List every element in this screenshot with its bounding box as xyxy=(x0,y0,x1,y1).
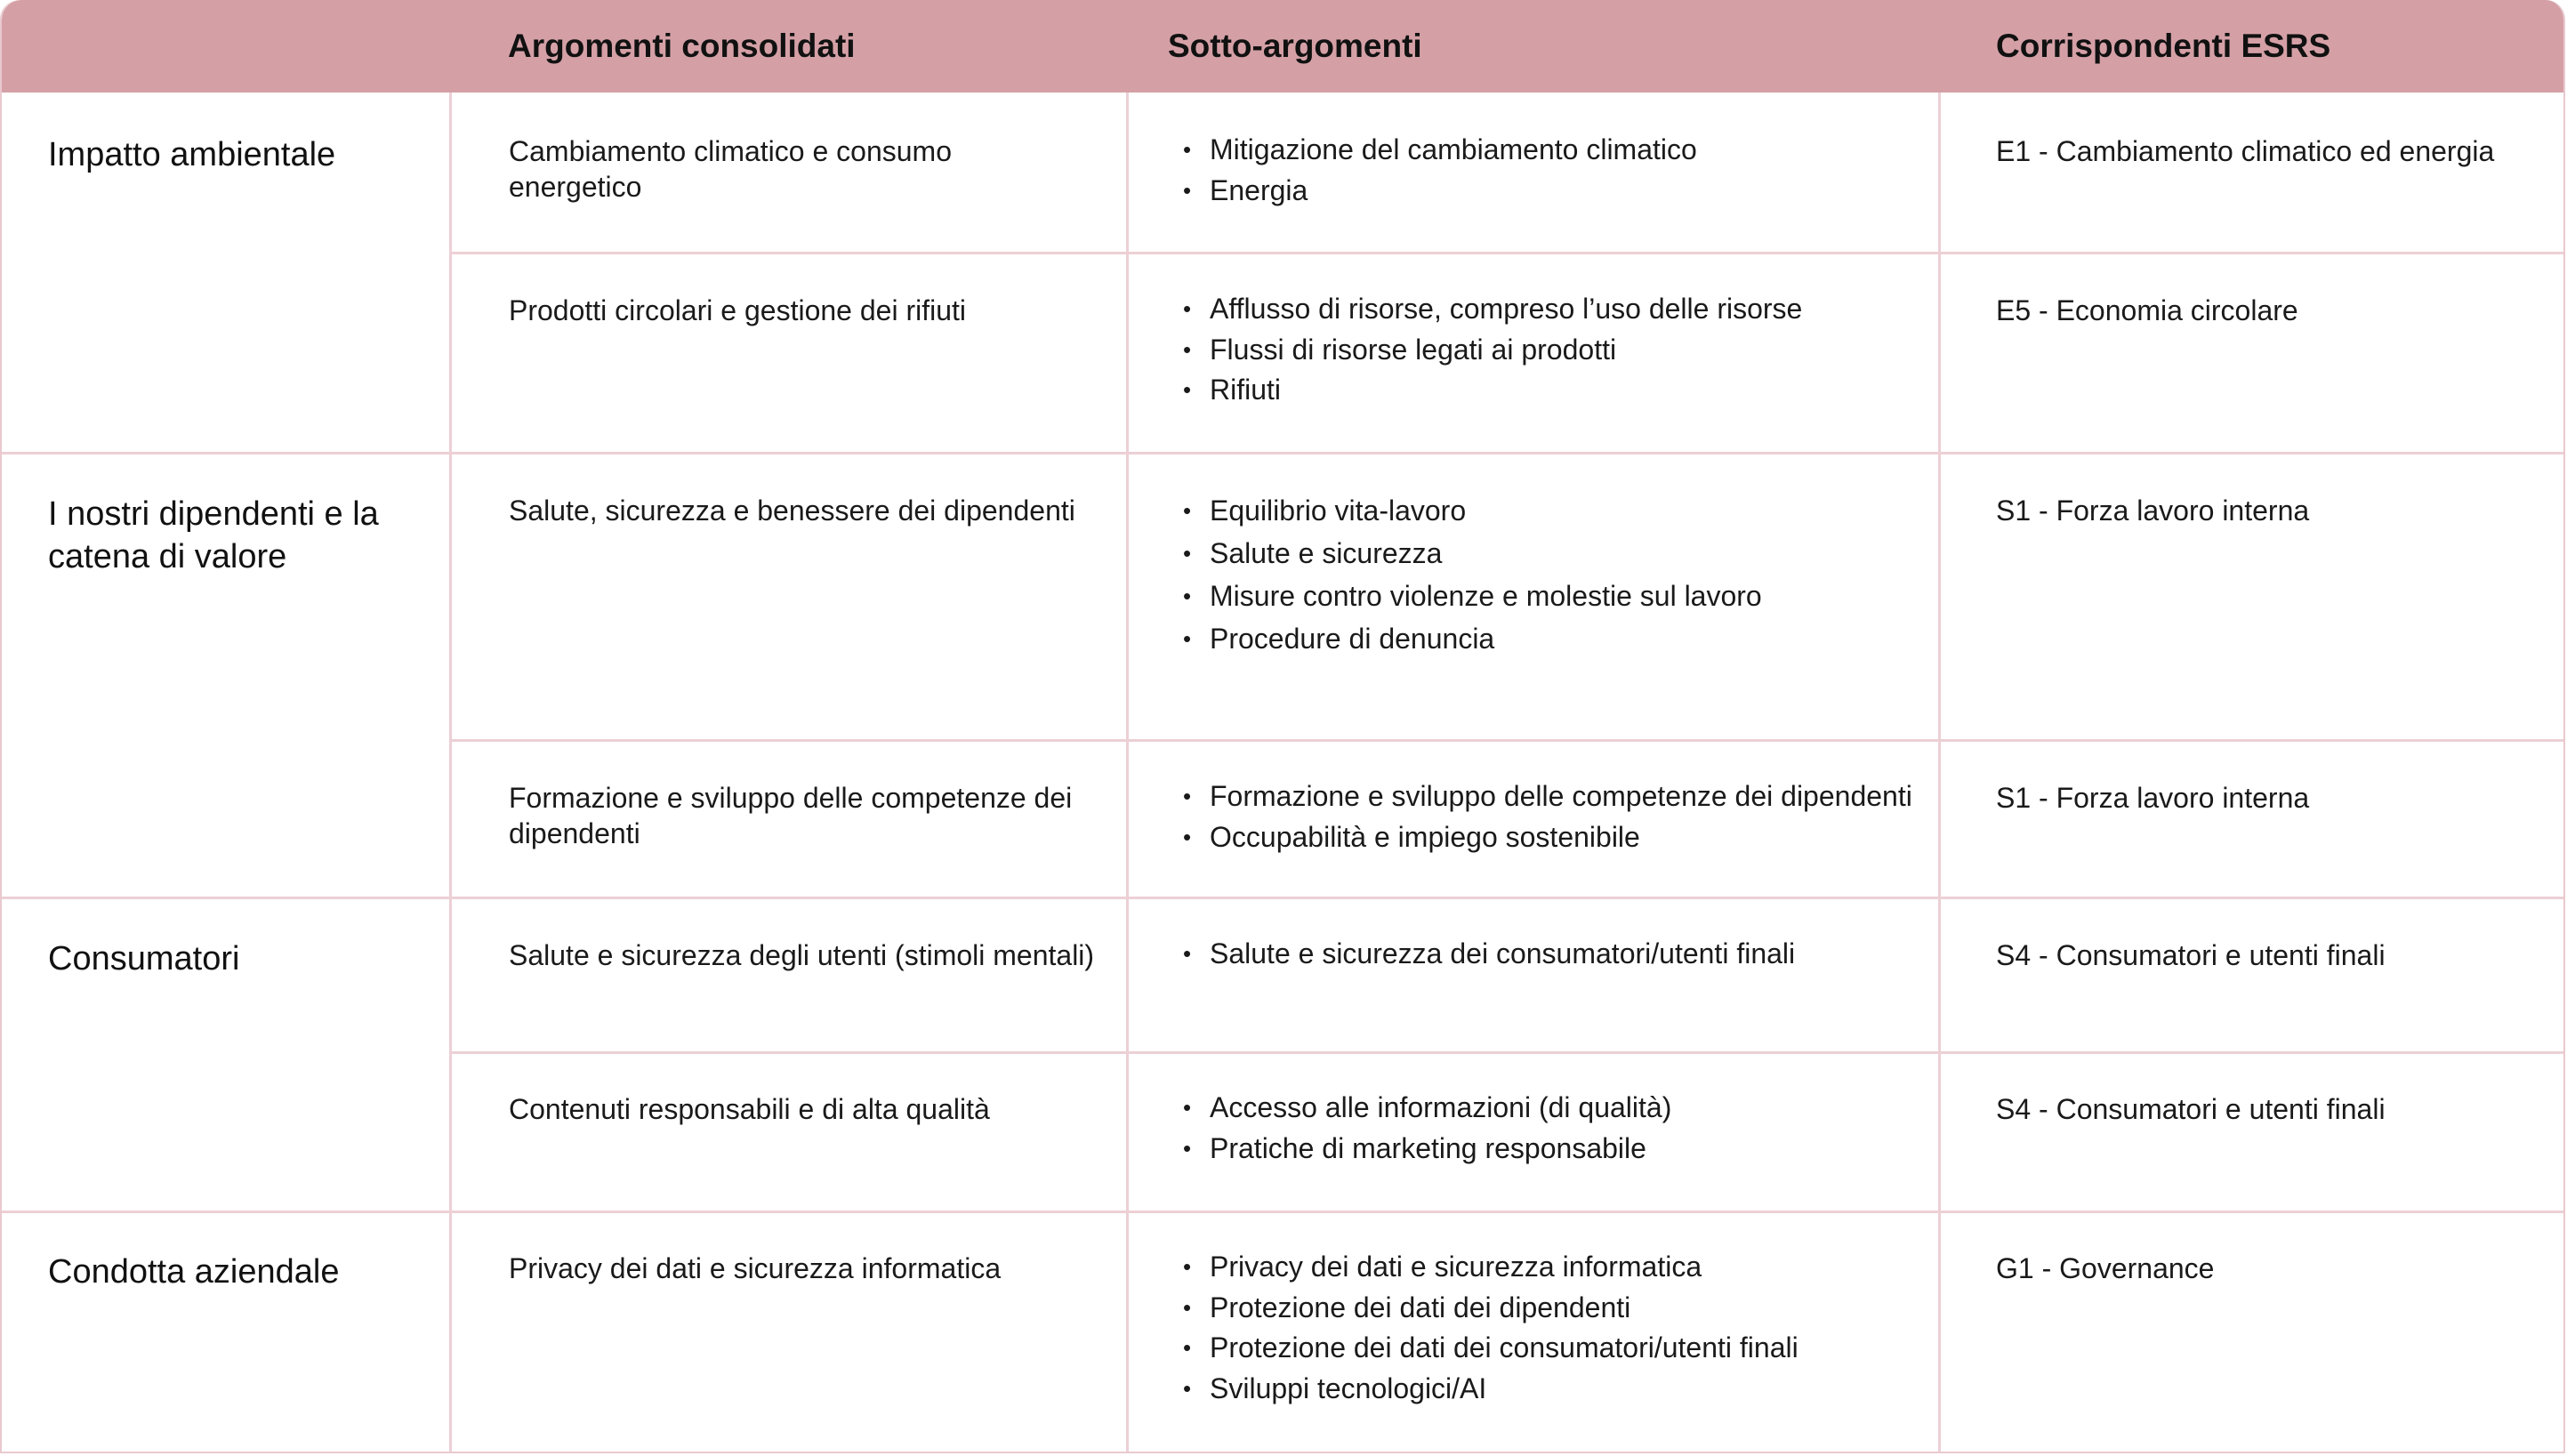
subtopic-item: • Sviluppi tecnologici/AI xyxy=(1183,1369,1948,1410)
subtopic-item: • Occupabilità e impiego sostenibile xyxy=(1183,817,1948,858)
subtopic-item: • Flussi di risorse legati ai prodotti xyxy=(1183,330,1948,371)
topic-employee-health-safety: Salute, sicurezza e benessere dei dipendenti xyxy=(509,495,1075,527)
subtopic-item: • Misure contro violenze e molestie sul lavoro xyxy=(1183,575,1948,617)
topic-climate-energy: Cambiamento climatico e consumo energetico xyxy=(509,135,952,203)
subtopics-list xyxy=(1183,1247,1948,1409)
subtopic-item: • Equilibrio vita-lavoro xyxy=(1183,489,1948,532)
topic-employee-training: Formazione e sviluppo delle competenze dei dipendenti xyxy=(509,782,1073,849)
subtopic-item: • Mitigazione del cambiamento climatico xyxy=(1183,130,1948,171)
subtopic-item: • Pratiche di marketing responsabile xyxy=(1183,1129,1948,1170)
category-consumers: Consumatori xyxy=(48,940,240,977)
subtopics-list xyxy=(1183,776,1948,857)
esrs-e5: E5 - Economia circolare xyxy=(1996,294,2298,326)
esrs-s1: S1 - Forza lavoro interna xyxy=(1996,782,2310,814)
row-divider xyxy=(451,252,2565,254)
column-divider xyxy=(449,93,452,1453)
subtopics-list xyxy=(1183,289,1948,411)
subtopics-list xyxy=(1183,489,1948,660)
esrs-e1: E1 - Cambiamento climatico ed energia xyxy=(1996,135,2495,167)
category-business-conduct: Condotta aziendale xyxy=(48,1253,340,1291)
row-divider xyxy=(451,739,2565,742)
subtopic-item: • Afflusso di risorse, compreso l’uso delle risorse xyxy=(1183,289,1948,330)
esrs-g1: G1 - Governance xyxy=(1996,1252,2215,1284)
subtopic-item: • Salute e sicurezza xyxy=(1183,532,1948,575)
subtopic-item: • Accesso alle informazioni (di qualità) xyxy=(1183,1088,1948,1129)
subtopics-list xyxy=(1183,1088,1948,1169)
category-environmental-impact: Impatto ambientale xyxy=(48,136,336,173)
subtopic-item: • Formazione e sviluppo delle competenze dei dipendenti xyxy=(1183,776,1948,817)
group-divider xyxy=(2,897,2565,899)
esrs-s1: S1 - Forza lavoro interna xyxy=(1996,495,2310,527)
row-divider xyxy=(451,1051,2565,1054)
header-subtopics: Sotto-argomenti xyxy=(1168,28,1422,64)
category-employees-value-chain: I nostri dipendenti e la catena di valore xyxy=(48,495,379,575)
subtopic-item: • Protezione dei dati dei dipendenti xyxy=(1183,1288,1948,1329)
group-divider xyxy=(2,1211,2565,1213)
esrs-s4: S4 - Consumatori e utenti finali xyxy=(1996,1093,2386,1125)
subtopic-item: • Procedure di denuncia xyxy=(1183,617,1948,660)
esrs-s4: S4 - Consumatori e utenti finali xyxy=(1996,939,2386,971)
table-header xyxy=(2,0,2565,93)
subtopic-item: • Privacy dei dati e sicurezza informatica xyxy=(1183,1247,1948,1288)
topic-user-health-safety: Salute e sicurezza degli utenti (stimoli mentali) xyxy=(509,939,1095,971)
subtopics-list xyxy=(1183,130,1948,211)
group-divider xyxy=(2,452,2565,454)
subtopic-item: • Protezione dei dati dei consumatori/utenti finali xyxy=(1183,1328,1948,1369)
header-esrs: Corrispondenti ESRS xyxy=(1996,28,2331,64)
topic-circular-products: Prodotti circolari e gestione dei rifiuti xyxy=(509,294,967,326)
header-consolidated-topics: Argomenti consolidati xyxy=(508,28,856,64)
topic-responsible-content: Contenuti responsabili e di alta qualità xyxy=(509,1093,990,1125)
column-divider xyxy=(1126,93,1129,1453)
subtopic-item: • Rifiuti xyxy=(1183,370,1948,411)
subtopics-list xyxy=(1183,934,1948,975)
topic-data-privacy: Privacy dei dati e sicurezza informatica xyxy=(509,1252,1002,1284)
subtopic-item: • Energia xyxy=(1183,171,1948,212)
subtopic-item: • Salute e sicurezza dei consumatori/utenti finali xyxy=(1183,934,1948,975)
